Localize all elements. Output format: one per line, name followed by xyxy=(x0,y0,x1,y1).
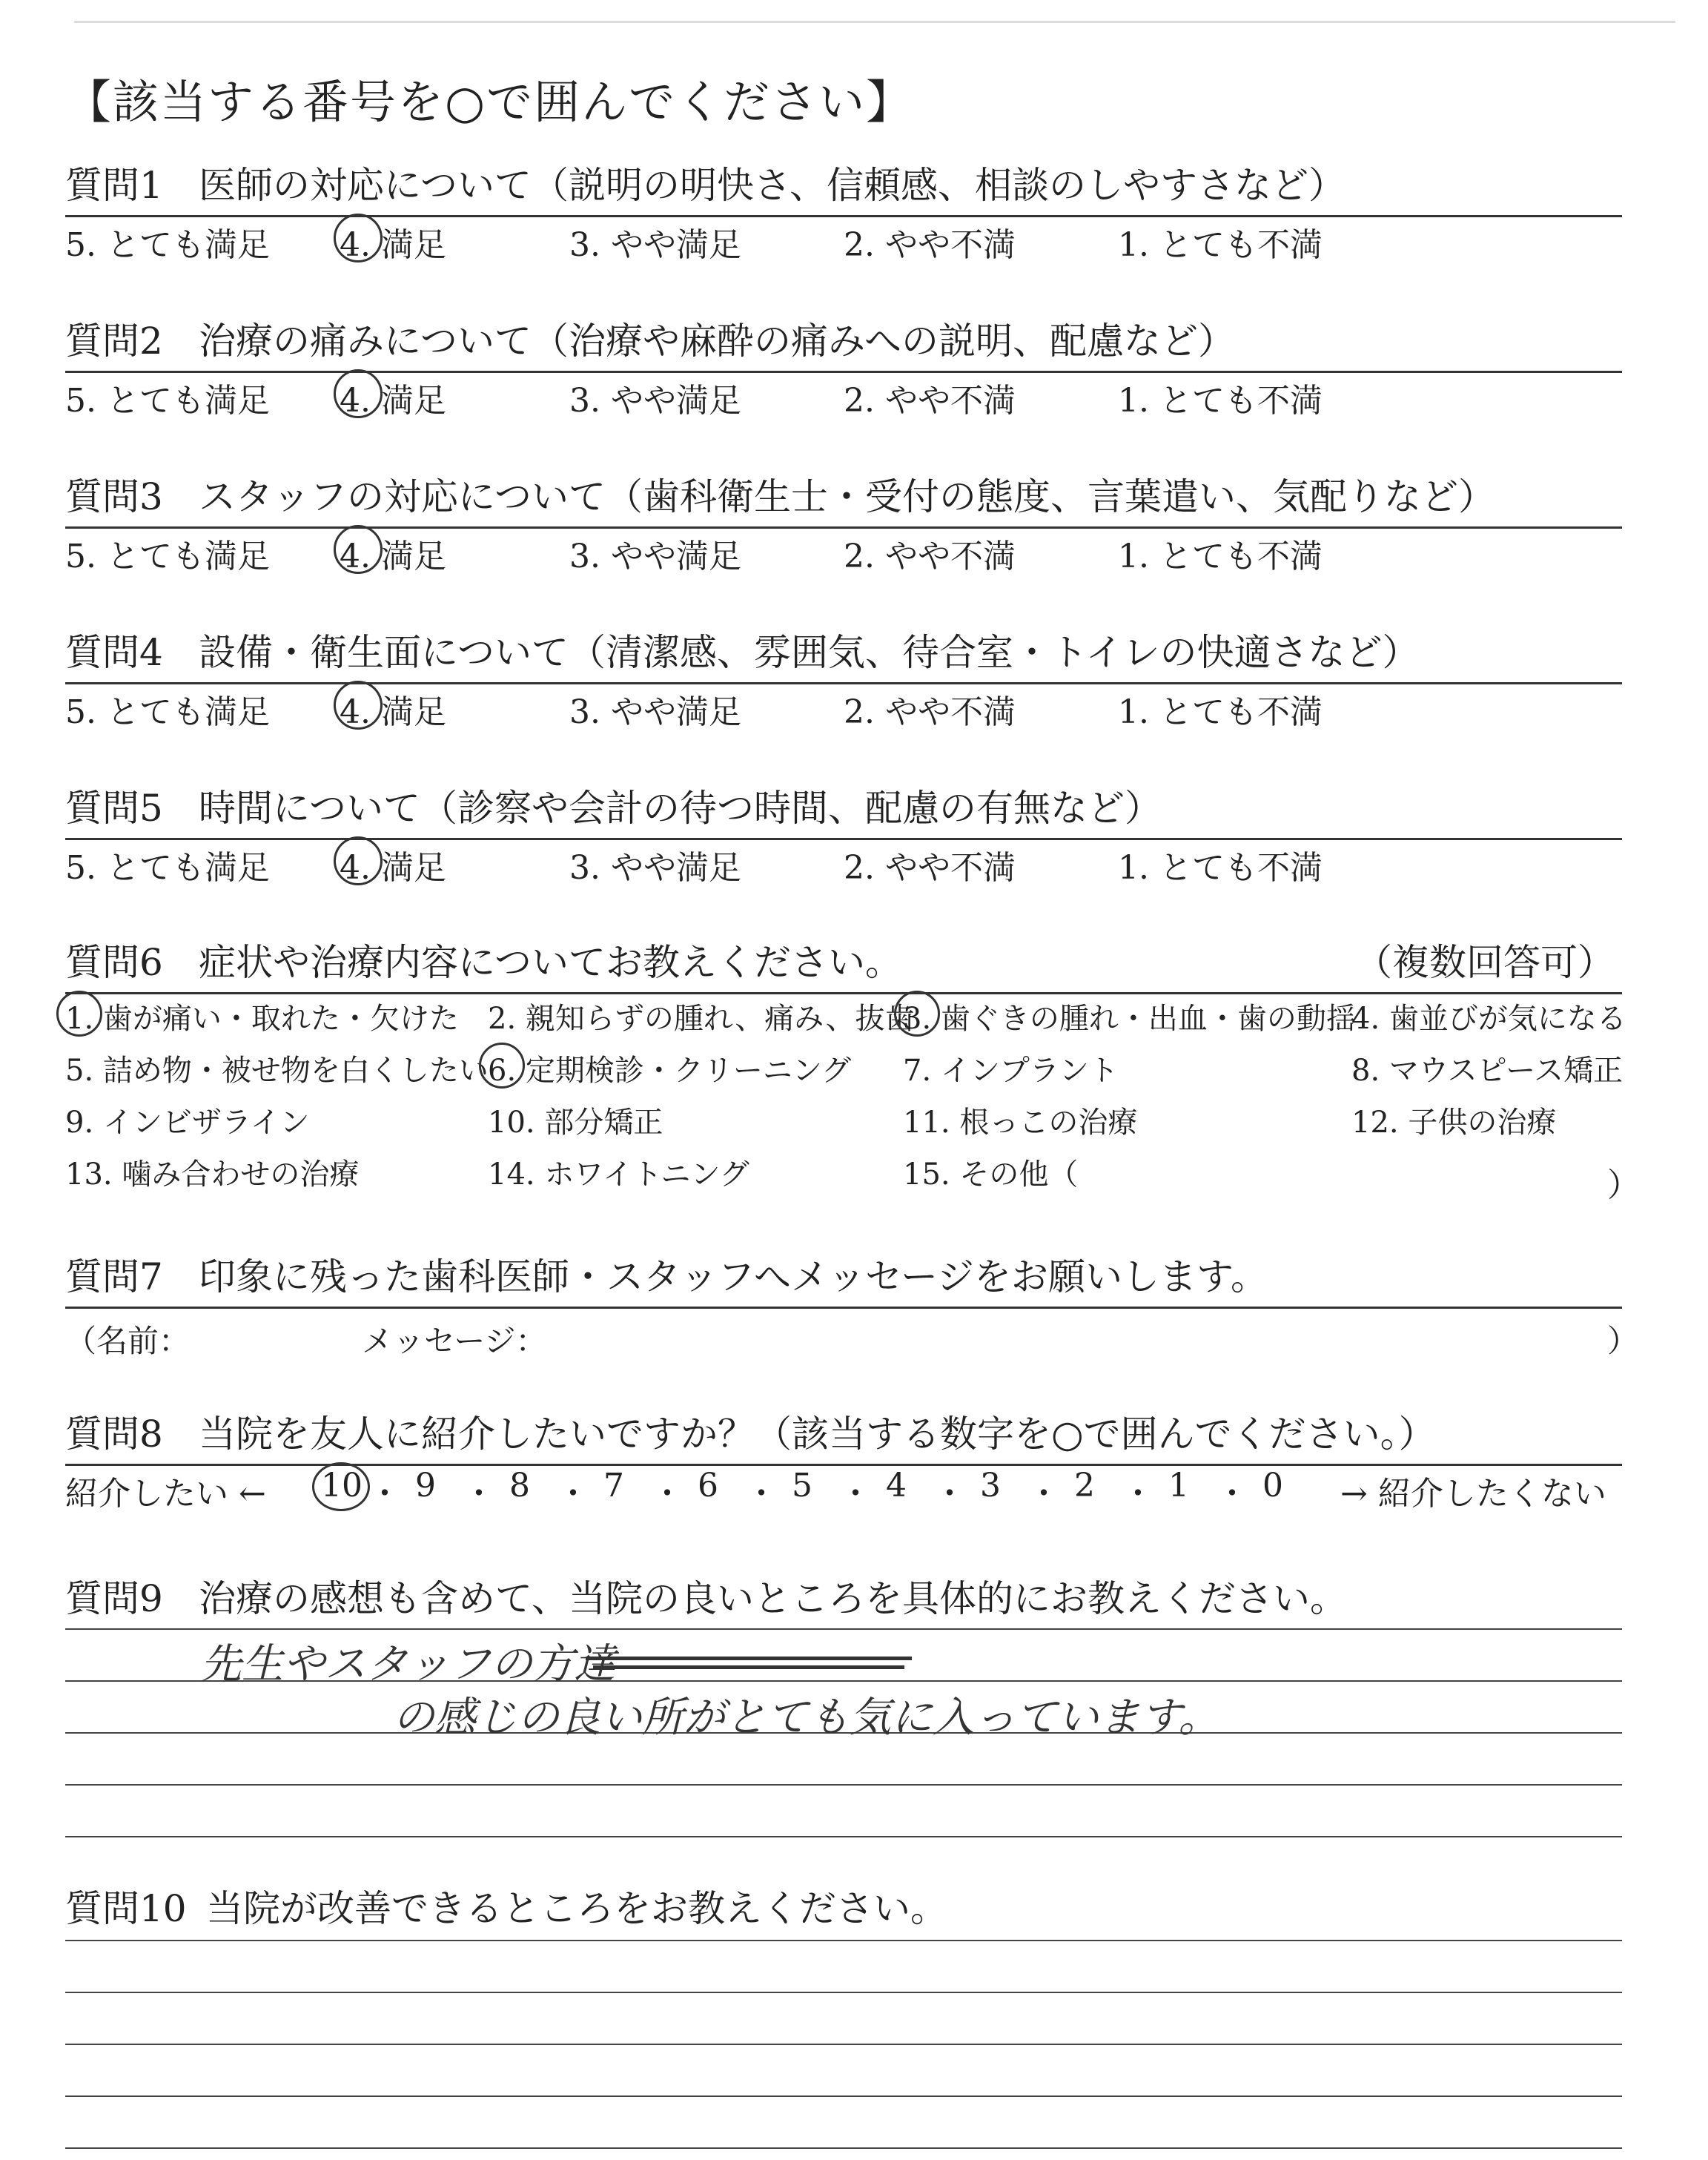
question-9-number: 質問9 xyxy=(65,1577,163,1620)
symptom-option[interactable]: 1. 歯が痛い・取れた・欠けた xyxy=(65,1002,459,1036)
symptom-option[interactable]: 6. 定期検診・クリーニング xyxy=(488,1054,852,1088)
recommend-right-label: → 紹介したくない xyxy=(1340,1475,1606,1513)
rating-option[interactable]: 5. とても満足 xyxy=(65,538,270,575)
question-10-number: 質問10 xyxy=(65,1887,187,1930)
scale-separator: ・ xyxy=(1027,1475,1060,1513)
rating-option[interactable]: 1. とても不満 xyxy=(1118,226,1323,264)
question-number: 質問1 xyxy=(65,164,163,207)
selected-circle xyxy=(312,1462,370,1511)
handwritten-answer-line-1: 先生やスタッフの方達 xyxy=(200,1640,615,1688)
question-rule xyxy=(65,838,1622,840)
answer-line xyxy=(65,1992,1622,1993)
question-10 xyxy=(65,1882,1622,1935)
selected-circle xyxy=(56,991,102,1037)
symptom-option[interactable]: 15. その他（ xyxy=(903,1157,1079,1192)
message-label: メッセージ： xyxy=(362,1323,547,1359)
rating-option[interactable]: 1. とても不満 xyxy=(1118,538,1323,575)
rating-option[interactable]: 1. とても不満 xyxy=(1118,849,1323,887)
selected-circle xyxy=(334,525,383,574)
scale-separator: ・ xyxy=(933,1475,966,1513)
symptom-option[interactable]: 8. マウスピース矯正 xyxy=(1351,1054,1623,1088)
rating-option[interactable]: 3. やや満足 xyxy=(569,538,741,575)
question-8-rule xyxy=(65,1464,1622,1466)
scale-separator: ・ xyxy=(1122,1475,1154,1513)
question-1 xyxy=(65,159,1622,264)
rating-option[interactable]: 4. 満足 xyxy=(340,226,446,264)
rating-option[interactable]: 5. とても満足 xyxy=(65,226,270,264)
rating-option[interactable]: 2. やや不満 xyxy=(844,382,1016,420)
scale-separator: ・ xyxy=(651,1475,683,1513)
symptom-option[interactable]: 4. 歯並びが気になる xyxy=(1351,1002,1626,1036)
answer-line xyxy=(65,1836,1622,1837)
rating-option[interactable]: 3. やや満足 xyxy=(569,226,741,264)
question-number: 質問4 xyxy=(65,631,163,674)
rating-option[interactable]: 5. とても満足 xyxy=(65,693,270,731)
top-edge-line xyxy=(74,21,1675,23)
question-8-text: 当院を友人に紹介したいですか？（該当する数字を○で囲んでください。） xyxy=(199,1413,1436,1456)
rating-option[interactable]: 2. やや不満 xyxy=(844,693,1016,731)
rating-options xyxy=(65,841,1622,885)
question-number: 質問2 xyxy=(65,320,163,363)
scale-value[interactable]: 8 xyxy=(509,1467,530,1505)
question-7-text: 印象に残った歯科医師・スタッフへメッセージをお願いします。 xyxy=(199,1255,1268,1298)
scale-value[interactable]: 0 xyxy=(1262,1467,1283,1505)
scale-value[interactable]: 2 xyxy=(1074,1467,1095,1505)
symptom-option[interactable]: 11. 根っこの治療 xyxy=(903,1106,1138,1140)
rating-option[interactable]: 3. やや満足 xyxy=(569,849,741,887)
symptom-option[interactable]: 2. 親知らずの腫れ、痛み、抜歯 xyxy=(488,1002,915,1036)
question-10-text: 当院が改善できるところをお教えください。 xyxy=(206,1887,947,1930)
question-number: 質問5 xyxy=(65,787,163,830)
answer-line xyxy=(65,1940,1622,1941)
question-text: 医師の対応について（説明の明快さ、信頼感、相談のしやすさなど） xyxy=(199,164,1345,207)
symptom-option[interactable]: 9. インビザライン xyxy=(65,1106,310,1140)
answer-line xyxy=(65,2044,1622,2045)
question-5 xyxy=(65,782,1622,887)
selected-circle xyxy=(479,1043,525,1089)
scale-separator: ・ xyxy=(463,1475,495,1513)
selected-circle xyxy=(334,681,383,730)
scale-value[interactable]: 3 xyxy=(980,1467,1001,1505)
question-title xyxy=(65,626,1622,679)
rating-option[interactable]: 2. やや不満 xyxy=(844,226,1016,264)
answer-line xyxy=(65,1628,1622,1630)
selected-circle xyxy=(334,214,383,262)
scale-value[interactable]: 4 xyxy=(886,1467,907,1505)
rating-options xyxy=(65,218,1622,262)
question-rule xyxy=(65,215,1622,217)
message-close-paren: ） xyxy=(1607,1323,1639,1359)
symptom-option[interactable]: 7. インプラント xyxy=(903,1054,1119,1088)
question-text: 時間について（診察や会計の待つ時間、配慮の有無など） xyxy=(199,787,1162,830)
question-6-number: 質問6 xyxy=(65,941,163,984)
rating-option[interactable]: 4. 満足 xyxy=(340,538,446,575)
question-title xyxy=(65,782,1622,835)
question-title xyxy=(65,159,1622,212)
scale-value[interactable]: 5 xyxy=(792,1467,812,1505)
symptom-option[interactable]: 12. 子供の治療 xyxy=(1351,1106,1557,1140)
rating-options xyxy=(65,374,1622,418)
question-8 xyxy=(65,1407,1622,1513)
question-text: 治療の痛みについて（治療や麻酔の痛みへの説明、配慮など） xyxy=(199,320,1235,363)
symptom-option[interactable]: 3. 歯ぐきの腫れ・出血・歯の動揺 xyxy=(903,1002,1356,1036)
recommend-left-label: 紹介したい ← xyxy=(65,1475,266,1513)
question-rule xyxy=(65,682,1622,684)
symptom-option[interactable]: 13. 噛み合わせの治療 xyxy=(65,1157,360,1192)
question-7-rule xyxy=(65,1307,1622,1309)
scale-separator: ・ xyxy=(368,1475,401,1513)
question-6-rule xyxy=(65,992,1622,994)
recommend-scale xyxy=(65,1467,1622,1511)
answer-line xyxy=(65,1784,1622,1786)
question-2 xyxy=(65,314,1622,420)
instruction-header: 【該当する番号を○で囲んでください】 xyxy=(65,75,914,129)
question-9-text: 治療の感想も含めて、当院の良いところを具体的にお教えください。 xyxy=(199,1577,1347,1620)
other-close-paren: ） xyxy=(1607,1166,1640,1204)
question-text: スタッフの対応について（歯科衛生士・受付の態度、言葉遣い、気配りなど） xyxy=(199,475,1495,518)
scale-separator: ・ xyxy=(1216,1475,1248,1513)
question-number: 質問3 xyxy=(65,475,163,518)
scale-value[interactable]: 10 xyxy=(321,1467,363,1505)
symptom-option[interactable]: 14. ホワイトニング xyxy=(488,1157,749,1192)
scale-value[interactable]: 1 xyxy=(1168,1467,1189,1505)
rating-option[interactable]: 5. とても満足 xyxy=(65,382,270,420)
question-7-number: 質問7 xyxy=(65,1255,163,1298)
question-4 xyxy=(65,626,1622,731)
rating-options xyxy=(65,685,1622,730)
symptom-option[interactable]: 5. 詰め物・被せ物を白くしたい xyxy=(65,1054,489,1088)
scale-value[interactable]: 7 xyxy=(603,1467,624,1505)
rating-option[interactable]: 3. やや満足 xyxy=(569,382,741,420)
selected-circle xyxy=(334,836,383,885)
rating-options xyxy=(65,529,1622,574)
question-9-title xyxy=(65,1572,1622,1625)
scale-separator: ・ xyxy=(745,1475,778,1513)
rating-option[interactable]: 2. やや不満 xyxy=(844,849,1016,887)
rating-option[interactable]: 2. やや不満 xyxy=(844,538,1016,575)
question-6 xyxy=(65,936,1640,1204)
crossed-out-scribble xyxy=(586,1648,912,1677)
multiple-answer-note: （複数回答可） xyxy=(1355,941,1615,984)
question-rule xyxy=(65,371,1622,373)
question-8-title xyxy=(65,1407,1622,1461)
question-7-title xyxy=(65,1250,1622,1304)
question-3 xyxy=(65,470,1622,575)
scale-value[interactable]: 6 xyxy=(698,1467,718,1505)
rating-option[interactable]: 1. とても不満 xyxy=(1118,693,1323,731)
selected-circle xyxy=(334,369,383,418)
question-rule xyxy=(65,526,1622,529)
rating-option[interactable]: 5. とても満足 xyxy=(65,849,270,887)
scale-separator: ・ xyxy=(839,1475,872,1513)
rating-option[interactable]: 4. 満足 xyxy=(340,693,446,731)
answer-line xyxy=(65,2147,1622,2149)
answer-line xyxy=(65,2095,1622,2097)
symptom-option[interactable]: 10. 部分矯正 xyxy=(488,1106,663,1140)
rating-option[interactable]: 3. やや満足 xyxy=(569,693,741,731)
handwritten-answer-line-2: の感じの良い所がとても気に入っています。 xyxy=(393,1694,1220,1742)
selected-circle xyxy=(894,991,940,1037)
question-6-text: 症状や治療内容についてお教えください。 xyxy=(199,941,902,984)
question-9 xyxy=(65,1572,1622,1625)
question-title xyxy=(65,470,1622,524)
question-8-number: 質問8 xyxy=(65,1413,163,1456)
rating-option[interactable]: 1. とても不満 xyxy=(1118,382,1323,420)
question-7 xyxy=(65,1250,1639,1359)
scale-value[interactable]: 9 xyxy=(415,1467,436,1505)
scale-separator: ・ xyxy=(557,1475,589,1513)
question-10-title xyxy=(65,1882,1622,1935)
rating-option[interactable]: 4. 満足 xyxy=(340,382,446,420)
rating-option[interactable]: 4. 満足 xyxy=(340,849,446,887)
question-title xyxy=(65,314,1622,368)
name-label: （名前： xyxy=(65,1323,191,1359)
question-text: 設備・衛生面について（清潔感、雰囲気、待合室・トイレの快適さなど） xyxy=(199,631,1420,674)
